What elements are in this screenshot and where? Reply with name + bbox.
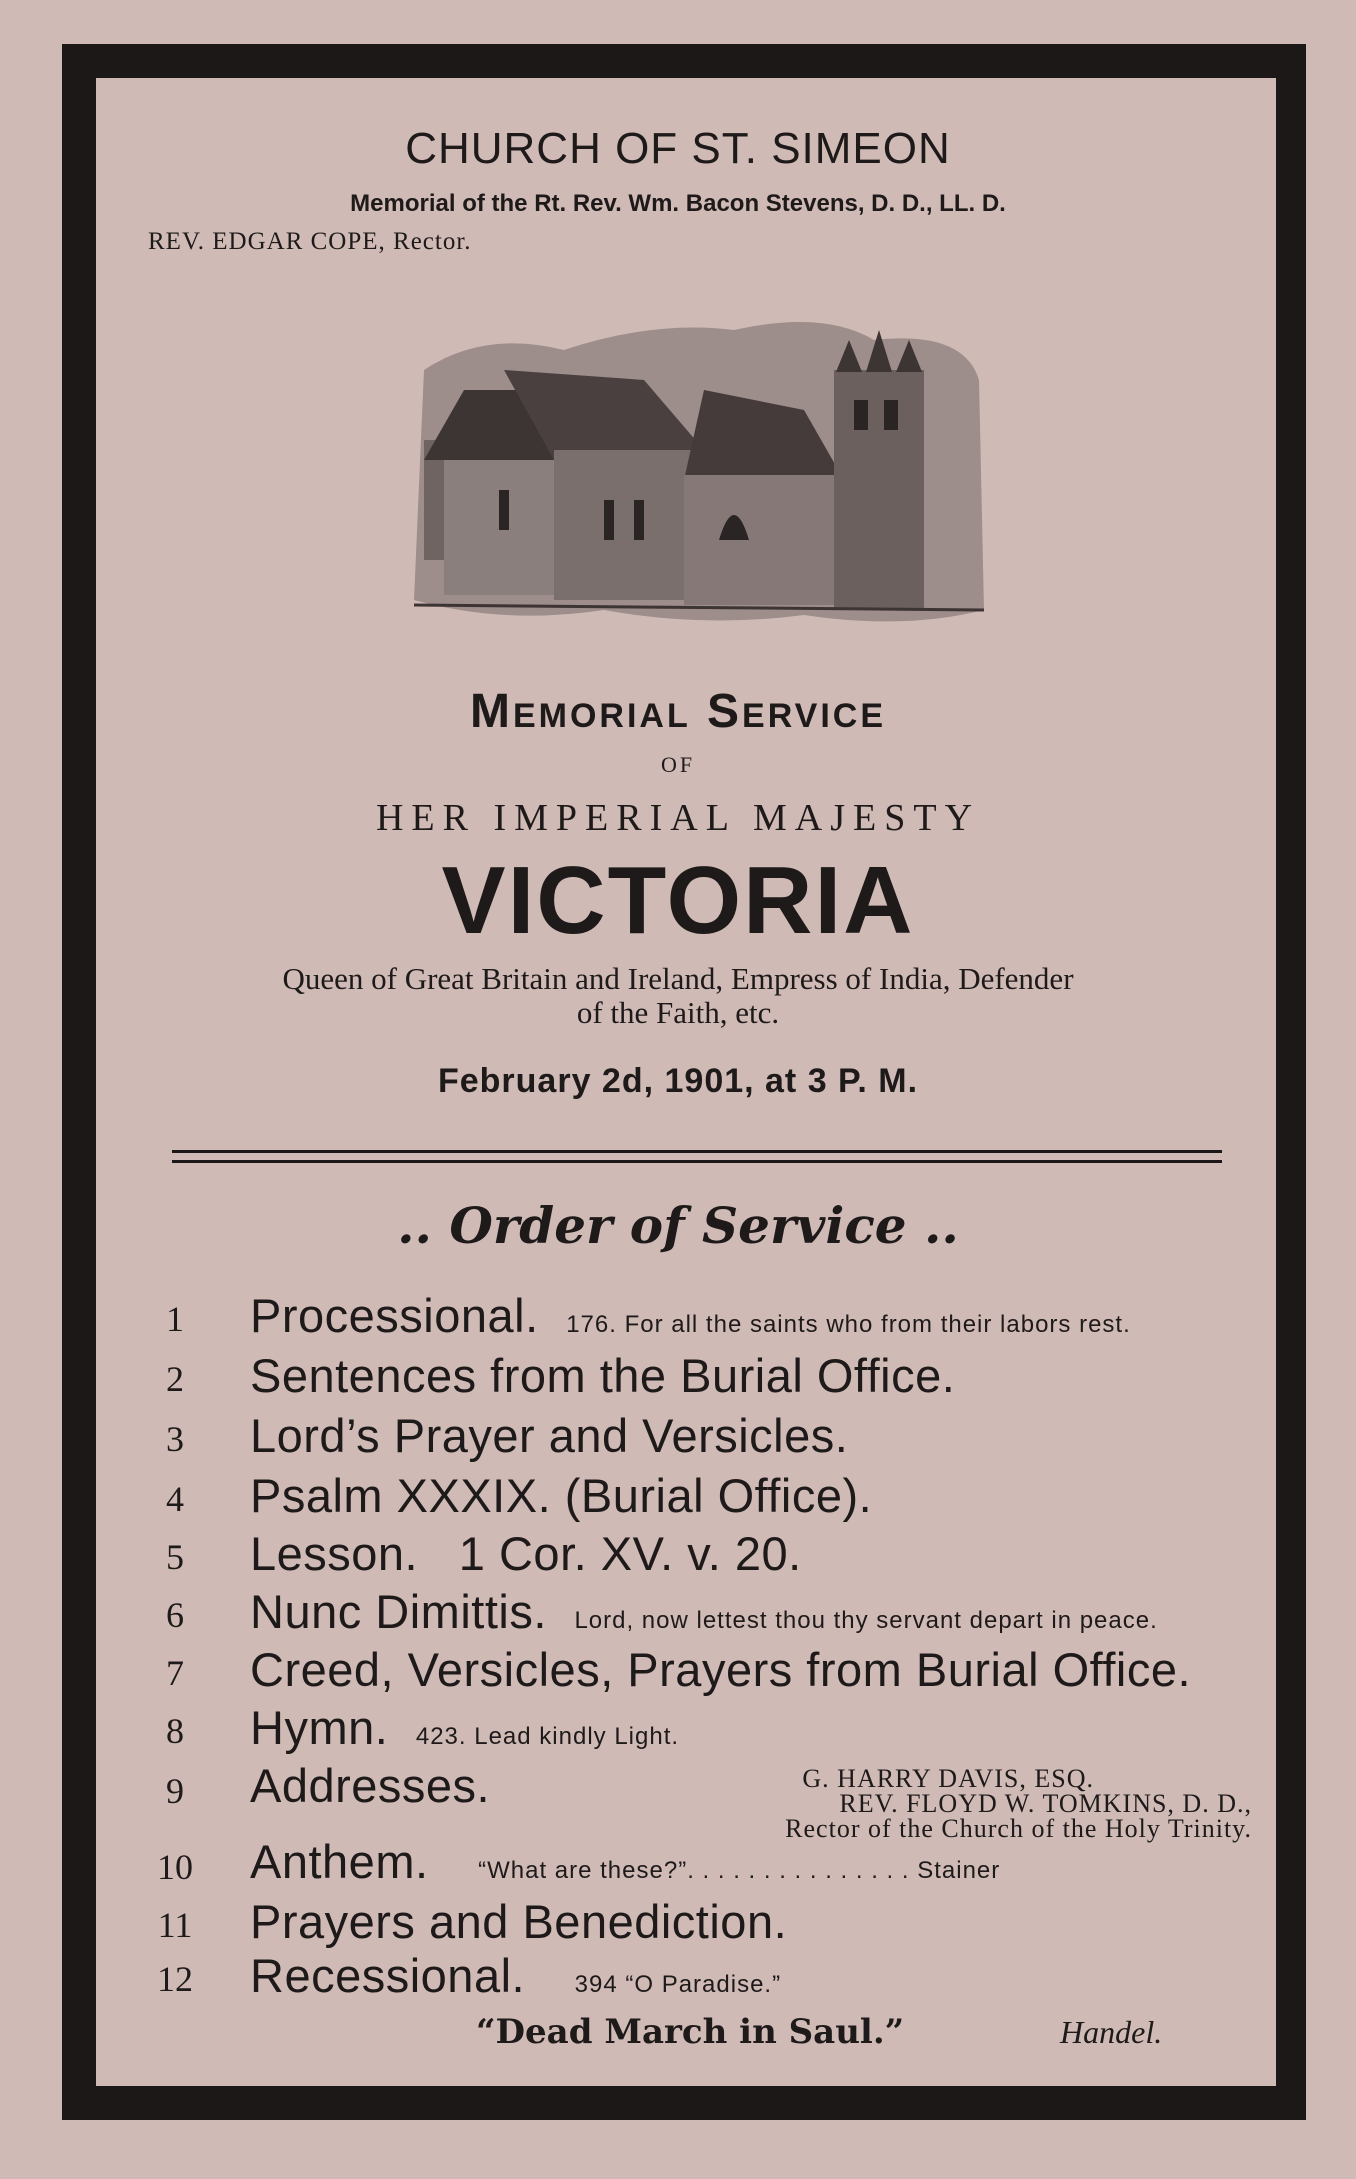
item-psalm xyxy=(250,1468,872,1523)
item-title: Nunc Dimittis. xyxy=(250,1585,547,1638)
item-anthem xyxy=(250,1834,1000,1889)
item-title: Processional. xyxy=(250,1289,539,1342)
item-number: 12 xyxy=(157,1959,193,1999)
item-number: 3 xyxy=(166,1419,184,1459)
composer-handel: Handel. xyxy=(1060,2014,1163,2050)
speaker-2-title: Rector of the Church of the Holy Trinity. xyxy=(785,1814,1252,1843)
item-title: Anthem. xyxy=(250,1835,429,1888)
of-label: OF xyxy=(660,752,696,777)
item-title: Hymn. xyxy=(250,1701,389,1754)
rector-name: REV. EDGAR COPE, Rector. xyxy=(148,228,472,255)
victoria-heading: VICTORIA xyxy=(441,847,915,954)
item-title: Lord’s Prayer and Versicles. xyxy=(250,1409,849,1462)
service-date: February 2d, 1901, at 3 P. M. xyxy=(437,1062,919,1100)
memorial-dedication: Memorial of the Rt. Rev. Wm. Bacon Stevens, D. D., LL. D. xyxy=(350,190,1006,217)
her-imperial-majesty: HER IMPERIAL MAJESTY xyxy=(375,797,981,839)
memorial-service-title: Memorial Service xyxy=(469,685,887,738)
speaker-1: G. HARRY DAVIS, ESQ. xyxy=(802,1764,1094,1793)
item-prayers xyxy=(250,1894,787,1949)
item-title: Sentences from the Burial Office. xyxy=(250,1349,956,1402)
item-title: Creed, Versicles, Prayers from Burial Office. xyxy=(250,1643,1192,1696)
item-lesson xyxy=(250,1526,802,1581)
item-title: Prayers and Benediction. xyxy=(250,1895,788,1948)
item-number: 8 xyxy=(166,1711,184,1751)
item-title: Psalm XXXIX. (Burial Office). xyxy=(250,1469,873,1522)
divider-rule-bottom xyxy=(172,1160,1222,1163)
item-number: 9 xyxy=(166,1771,184,1811)
item-number: 7 xyxy=(166,1653,184,1693)
item-note: “What are these?”. . . . . . . . . . . . . . . Stainer xyxy=(478,1857,1001,1884)
speaker-2: REV. FLOYD W. TOMKINS, D. D., xyxy=(839,1789,1252,1818)
item-sentences xyxy=(250,1348,955,1403)
item-note: Lord, now lettest thou thy servant depart in peace. xyxy=(574,1607,1158,1634)
item-creed xyxy=(250,1642,1191,1697)
item-title: Lesson. 1 Cor. XV. v. 20. xyxy=(250,1527,802,1580)
address-speakers xyxy=(785,1766,1252,1841)
divider-rule-top xyxy=(172,1150,1222,1153)
church-name: CHURCH OF ST. SIMEON xyxy=(405,124,951,173)
item-note: 423. Lead kindly Light. xyxy=(415,1723,680,1750)
item-number: 2 xyxy=(166,1359,184,1399)
item-recessional xyxy=(250,1948,781,2003)
church-engraving-icon xyxy=(404,310,986,630)
item-title: Recessional. xyxy=(250,1949,526,2002)
item-note: 176. For all the saints who from their labors rest. xyxy=(566,1311,1131,1338)
order-of-service-heading: .. Order of Service .. xyxy=(397,1196,959,1255)
queen-titles-line-2: of the Faith, etc. xyxy=(576,995,780,1030)
queen-titles xyxy=(0,962,1356,1030)
item-number: 1 xyxy=(166,1299,184,1339)
item-hymn xyxy=(250,1700,679,1755)
item-lords-prayer xyxy=(250,1408,848,1463)
item-number: 4 xyxy=(166,1479,184,1519)
item-processional xyxy=(250,1288,1131,1343)
dead-march-closing: “Dead March in Saul.” xyxy=(476,2012,905,2052)
item-number: 10 xyxy=(157,1847,193,1887)
item-addresses xyxy=(250,1758,490,1813)
item-note: 394 “O Paradise.” xyxy=(574,1971,782,1998)
queen-titles-line-1: Queen of Great Britain and Ireland, Empress of India, Defender xyxy=(282,961,1074,996)
item-nunc-dimittis xyxy=(250,1584,1158,1639)
item-number: 5 xyxy=(166,1537,184,1577)
item-title: Addresses. xyxy=(250,1759,491,1812)
item-number: 6 xyxy=(166,1595,184,1635)
item-number: 11 xyxy=(157,1905,193,1945)
